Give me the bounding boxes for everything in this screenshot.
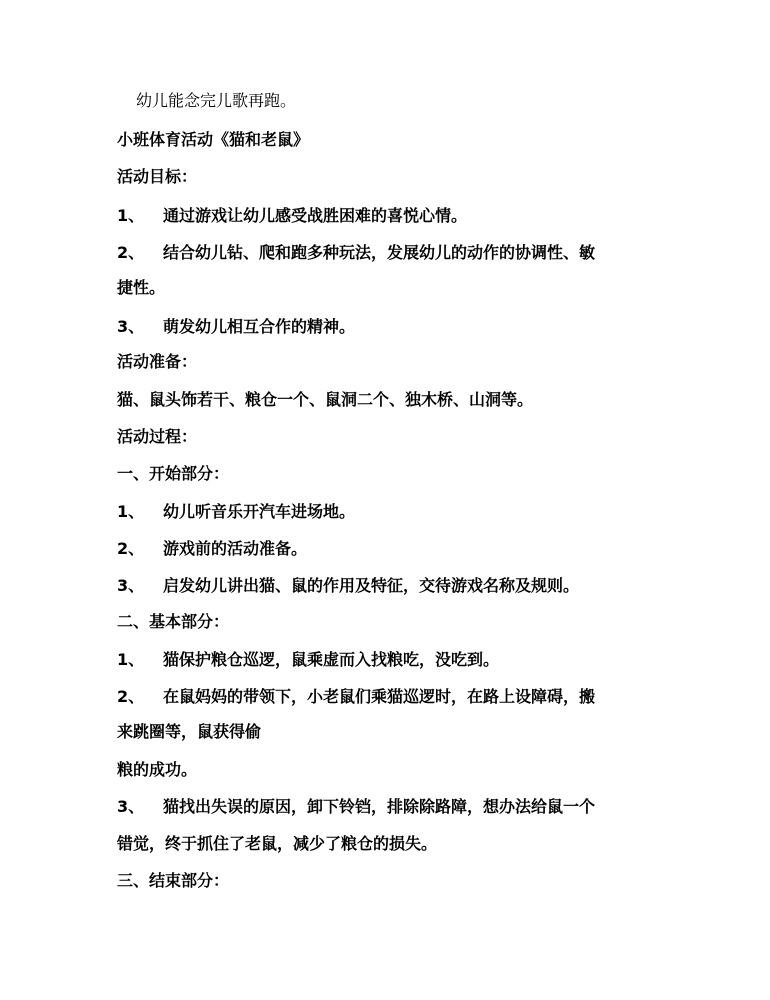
part-heading-basic: 二、基本部分：: [117, 612, 230, 631]
section-heading-preparation: 活动准备：: [117, 352, 198, 371]
basic-item-2-continued-2: 粮的成功。: [117, 760, 198, 779]
goal-item-3-text: 萌发幼儿相互合作的精神。: [163, 317, 356, 336]
start-item-1-number: 1、: [117, 502, 145, 521]
goal-item-3-number: 3、: [117, 317, 145, 336]
start-item-3-text: 启发幼儿讲出猫、鼠的作用及特征，交待游戏名称及规则。: [163, 576, 580, 595]
basic-item-1-text: 猫保护粮仓巡逻，鼠乘虚而入找粮吃，没吃到。: [163, 650, 500, 669]
goal-item-1-text: 通过游戏让幼儿感受战胜困难的喜悦心情。: [163, 206, 468, 225]
basic-item-3-text: 猫找出失误的原因，卸下铃铛，排除除路障，想办法给鼠一个: [163, 797, 596, 816]
goal-item-2: [117, 243, 595, 263]
goal-item-1-number: 1、: [117, 206, 145, 225]
basic-item-2-continued: 来跳圈等，鼠获得偷: [117, 722, 262, 741]
start-item-2-text: 游戏前的活动准备。: [163, 539, 308, 558]
basic-item-2-text: 在鼠妈妈的带领下，小老鼠们乘猫巡逻时，在路上设障碍，搬: [163, 687, 596, 706]
start-item-2-number: 2、: [117, 539, 145, 558]
intro-line: 幼儿能念完儿歌再跑。: [136, 91, 297, 110]
basic-item-1: [117, 650, 499, 670]
part-heading-end: 三、结束部分：: [117, 871, 230, 890]
section-heading-process: 活动过程：: [117, 427, 198, 446]
start-item-2: [117, 539, 307, 559]
basic-item-3: [117, 797, 595, 817]
part-heading-start: 一、开始部分：: [117, 464, 230, 483]
basic-item-2-number: 2、: [117, 687, 145, 706]
basic-item-3-continued: 错觉，终于抓住了老鼠，减少了粮仓的损失。: [117, 834, 438, 853]
goal-item-2-text: 结合幼儿钻、爬和跑多种玩法，发展幼儿的动作的协调性、敏: [163, 243, 596, 262]
preparation-materials: 猫、鼠头饰若干、粮仓一个、鼠洞二个、独木桥、山洞等。: [117, 390, 534, 409]
basic-item-2: [117, 687, 595, 707]
start-item-1-text: 幼儿听音乐开汽车进场地。: [163, 502, 356, 521]
goal-item-1: [117, 206, 467, 226]
goal-item-2-number: 2、: [117, 243, 145, 262]
goal-item-2-continued: 捷性。: [117, 278, 166, 297]
basic-item-3-number: 3、: [117, 797, 145, 816]
start-item-1: [117, 502, 355, 522]
start-item-3-number: 3、: [117, 576, 145, 595]
section-heading-goals: 活动目标：: [117, 167, 198, 186]
start-item-3: [117, 576, 579, 596]
basic-item-1-number: 1、: [117, 650, 145, 669]
document-title: 小班体育活动《猫和老鼠》: [117, 130, 310, 149]
goal-item-3: [117, 317, 355, 337]
